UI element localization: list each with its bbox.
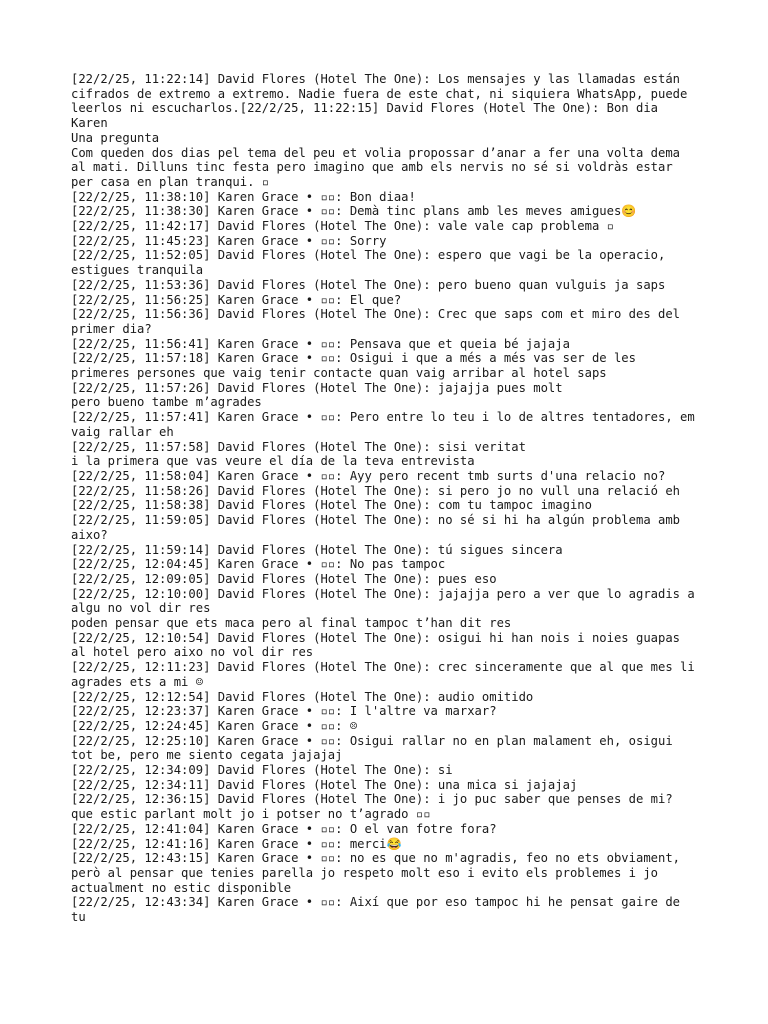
chat-message-line: [22/2/25, 12:41:04] Karen Grace • ▫▫: O el van fotre fora? <box>71 821 497 836</box>
chat-message-line: [22/2/25, 11:57:26] David Flores (Hotel The One): jajajja pues molt <box>71 380 563 395</box>
chat-message-line: [22/2/25, 12:04:45] Karen Grace • ▫▫: No pas tampoc <box>71 557 446 572</box>
chat-message-line: [22/2/25, 11:56:36] David Flores (Hotel The One): Crec que saps com et miro des del primer dia? <box>71 307 688 336</box>
chat-message-line: [22/2/25, 11:57:41] Karen Grace • ▫▫: Pero entre lo teu i lo de altres tentadores, em vaig rallar eh <box>71 410 703 439</box>
chat-message-line: [22/2/25, 11:57:58] David Flores (Hotel The One): sisi veritat <box>71 439 526 454</box>
chat-message-line: [22/2/25, 12:11:23] David Flores (Hotel The One): crec sinceramente que al que mes li agrades ets a mi ☺ <box>71 660 703 689</box>
chat-message-line: i la primera que vas veure el día de la teva entrevista <box>71 454 475 469</box>
chat-message-line: [22/2/25, 11:57:18] Karen Grace • ▫▫: Osigui i que a més a més vas ser de les primeres persones que vaig tenir contacte quan vaig arribar al hotel saps <box>71 351 644 381</box>
chat-message-line: [22/2/25, 11:38:30] Karen Grace • ▫▫: Demà tinc plans amb les meves amigues😊 <box>71 204 637 219</box>
chat-message-line: pero bueno tambe m’agrades <box>71 395 262 410</box>
chat-message-line: [22/2/25, 12:43:15] Karen Grace • ▫▫: no es que no m'agradis, feo no ets obviament, però al pensar que tenies parella jo respeto molt eso i evito els problemes i jo actualment no estic disponible <box>71 851 688 895</box>
chat-message-line: [22/2/25, 12:12:54] David Flores (Hotel The One): audio omitido <box>71 689 534 704</box>
chat-message-line: [22/2/25, 11:59:14] David Flores (Hotel The One): tú sigues sincera <box>71 542 563 557</box>
chat-message-line: Una pregunta <box>71 130 160 145</box>
chat-message-line: [22/2/25, 11:53:36] David Flores (Hotel The One): pero bueno quan vulguis ja saps <box>71 277 666 292</box>
chat-message-line: [22/2/25, 12:10:54] David Flores (Hotel The One): osigui hi han nois i noies guapas al hotel pero aixo no vol dir res <box>71 630 688 660</box>
chat-message-line: [22/2/25, 12:43:34] Karen Grace • ▫▫: Així que por eso tampoc hi he pensat gaire de tu <box>71 895 688 925</box>
chat-message-line: [22/2/25, 11:56:25] Karen Grace • ▫▫: El que? <box>71 292 402 307</box>
chat-message-line: Com queden dos dias pel tema del peu et volia propossar d’anar a fer una volta dema al mati. Dilluns tinc festa pero imagino que amb els nervis no sé si voldràs estar per casa en plan tranqui. ▫ <box>71 145 688 189</box>
chat-transcript <box>71 72 703 925</box>
chat-message-line: [22/2/25, 11:38:10] Karen Grace • ▫▫: Bon diaa! <box>71 189 416 204</box>
chat-message-line: [22/2/25, 12:41:16] Karen Grace • ▫▫: merci😂 <box>71 836 402 851</box>
chat-message-line: [22/2/25, 12:34:11] David Flores (Hotel The One): una mica si jajajaj <box>71 777 578 792</box>
chat-message-line: [22/2/25, 12:34:09] David Flores (Hotel The One): si <box>71 763 453 778</box>
chat-message-line: [22/2/25, 11:52:05] David Flores (Hotel The One): espero que vagi be la operacio, estigues tranquila <box>71 248 673 278</box>
chat-message-line: [22/2/25, 12:23:37] Karen Grace • ▫▫: I l'altre va marxar? <box>71 704 497 719</box>
chat-message-line: [22/2/25, 11:58:04] Karen Grace • ▫▫: Ayy pero recent tmb surts d'una relacio no? <box>71 468 666 483</box>
chat-message-line: [22/2/25, 11:56:41] Karen Grace • ▫▫: Pensava que et queia bé jajaja <box>71 336 570 351</box>
chat-message-line: [22/2/25, 11:58:38] David Flores (Hotel The One): com tu tampoc imagino <box>71 498 592 513</box>
chat-message-line: [22/2/25, 12:24:45] Karen Grace • ▫▫: ☹ <box>71 718 358 733</box>
chat-message-line: [22/2/25, 11:58:26] David Flores (Hotel The One): si pero jo no vull una relació eh <box>71 483 681 498</box>
chat-message-line: [22/2/25, 11:22:14] David Flores (Hotel The One): Los mensajes y las llamadas están cifrados de extremo a extremo. Nadie fuera de este chat, ni siquiera WhatsApp, puede leerlos ni escucharlos.[22/2/25, 11:22:15] David Flores (Hotel The One): Bon dia Karen <box>71 72 695 131</box>
chat-message-line: [22/2/25, 11:45:23] Karen Grace • ▫▫: Sorry <box>71 233 387 248</box>
chat-message-line: poden pensar que ets maca pero al final tampoc t’han dit res <box>71 616 512 631</box>
chat-message-line: [22/2/25, 12:36:15] David Flores (Hotel The One): i jo puc saber que penses de mi? que estic parlant molt jo i potser no t’agrado ▫▫ <box>71 792 681 822</box>
chat-message-line: [22/2/25, 12:09:05] David Flores (Hotel The One): pues eso <box>71 571 497 586</box>
chat-message-line: [22/2/25, 11:59:05] David Flores (Hotel The One): no sé si hi ha algún problema amb aixo? <box>71 513 688 542</box>
chat-message-line: [22/2/25, 11:42:17] David Flores (Hotel The One): vale vale cap problema ▫ <box>71 219 614 234</box>
chat-message-line: [22/2/25, 12:10:00] David Flores (Hotel The One): jajajja pero a ver que lo agradis a algu no vol dir res <box>71 586 703 616</box>
chat-message-line: [22/2/25, 12:25:10] Karen Grace • ▫▫: Osigui rallar no en plan malament eh, osigui tot be, pero me siento cegata jajajaj <box>71 733 681 763</box>
